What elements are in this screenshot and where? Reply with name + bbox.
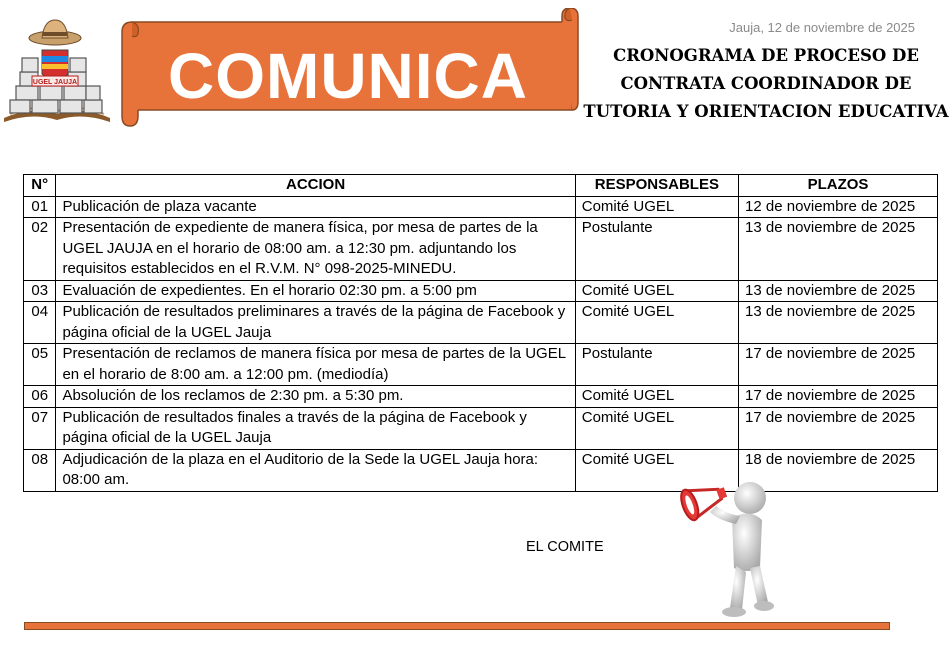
table-row <box>24 407 938 449</box>
table-row <box>24 196 938 218</box>
row-responsable: Postulante <box>575 344 738 386</box>
row-responsable: Comité UGEL <box>575 302 738 344</box>
row-accion: Publicación de plaza vacante <box>56 196 575 218</box>
row-num: 08 <box>24 449 56 491</box>
header-num: N° <box>24 175 56 197</box>
row-num: 02 <box>24 218 56 281</box>
row-num: 01 <box>24 196 56 218</box>
row-plazo: 17 de noviembre de 2025 <box>739 407 938 449</box>
row-plazo: 13 de noviembre de 2025 <box>739 218 938 281</box>
table-row <box>24 449 938 491</box>
row-responsable: Comité UGEL <box>575 407 738 449</box>
header-accion: ACCION <box>56 175 575 197</box>
table-row <box>24 280 938 302</box>
ugel-jauja-logo <box>2 14 112 124</box>
table-row <box>24 218 938 281</box>
banner-title: COMUNICA <box>168 40 528 112</box>
table-row <box>24 302 938 344</box>
row-responsable: Comité UGEL <box>575 196 738 218</box>
row-plazo: 13 de noviembre de 2025 <box>739 280 938 302</box>
header-responsables: RESPONSABLES <box>575 175 738 197</box>
row-plazo: 17 de noviembre de 2025 <box>739 344 938 386</box>
row-num: 06 <box>24 386 56 408</box>
row-accion: Presentación de expediente de manera física, por mesa de partes de la UGEL JAUJA en el horario de 08:00 am. a 12:30 pm. adjuntando los requisitos establecidos en el R.V.M. N° 098-2025-MINEDU. <box>56 218 575 281</box>
row-num: 05 <box>24 344 56 386</box>
table-row <box>24 386 938 408</box>
row-accion: Evaluación de expedientes. En el horario 02:30 pm. a 5:00 pm <box>56 280 575 302</box>
document-date: Jauja, 12 de noviembre de 2025 <box>729 20 915 35</box>
document-title <box>580 42 952 126</box>
signature: EL COMITE <box>526 539 604 555</box>
row-responsable: Postulante <box>575 218 738 281</box>
title-line-3: TUTORIA Y ORIENTACION EDUCATIVA <box>583 102 949 121</box>
svg-text:UGEL JAUJA: UGEL JAUJA <box>32 79 78 86</box>
row-num: 04 <box>24 302 56 344</box>
row-responsable: Comité UGEL <box>575 449 738 491</box>
header-plazos: PLAZOS <box>739 175 938 197</box>
row-num: 03 <box>24 280 56 302</box>
megaphone-person-illustration <box>670 468 780 623</box>
title-line-1: CRONOGRAMA DE PROCESO DE <box>613 46 919 65</box>
row-accion: Publicación de resultados preliminares a través de la página de Facebook y página oficial de la UGEL Jauja <box>56 302 575 344</box>
schedule-table <box>23 174 938 492</box>
table-header-row <box>24 175 938 197</box>
row-accion: Adjudicación de la plaza en el Auditorio de la Sede la UGEL Jauja hora: 08:00 am. <box>56 449 575 491</box>
table-row <box>24 344 938 386</box>
row-responsable: Comité UGEL <box>575 386 738 408</box>
row-num: 07 <box>24 407 56 449</box>
row-plazo: 17 de noviembre de 2025 <box>739 386 938 408</box>
row-accion: Presentación de reclamos de manera física por mesa de partes de la UGEL en el horario de 8:00 am. a 12:00 pm. (mediodía) <box>56 344 575 386</box>
row-responsable: Comité UGEL <box>575 280 738 302</box>
row-plazo: 13 de noviembre de 2025 <box>739 302 938 344</box>
title-line-2: CONTRATA COORDINADOR DE <box>620 74 912 93</box>
row-plazo: 12 de noviembre de 2025 <box>739 196 938 218</box>
row-accion: Publicación de resultados finales a través de la página de Facebook y página oficial de la UGEL Jauja <box>56 407 575 449</box>
row-plazo: 18 de noviembre de 2025 <box>739 449 938 491</box>
row-accion: Absolución de los reclamos de 2:30 pm. a 5:30 pm. <box>56 386 575 408</box>
footer-bar <box>24 622 890 630</box>
